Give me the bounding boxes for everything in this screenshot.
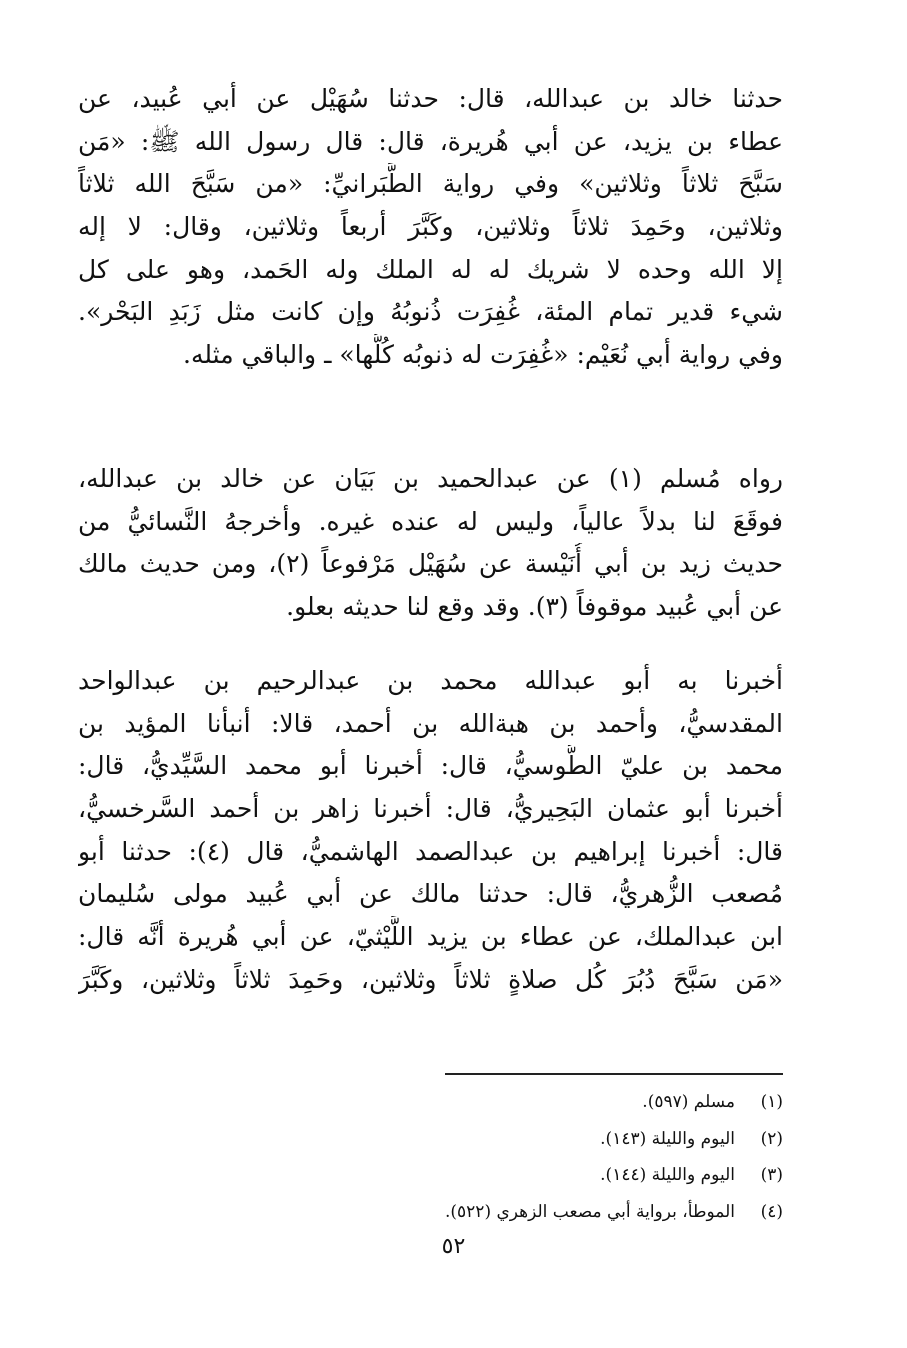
text-line: عطاء بن يزيد، عن أبي هُريرة، قال: قال رسول الله ﷺ: «مَن xyxy=(78,126,783,156)
text-line: فوقَعَ لنا بدلاً عالياً، وليس له عنده غيره. وأخرجهُ النَّسائيُّ من xyxy=(78,506,783,536)
footnote-text: مسلم (٥٩٧). xyxy=(642,1092,735,1112)
text-line: عن أبي عُبيد موقوفاً (٣). وقد وقع لنا حديثه بعلو. xyxy=(286,592,783,622)
footnote-number: (٢) xyxy=(760,1128,783,1149)
footnote-divider xyxy=(445,1073,783,1075)
text-line: حدثنا خالد بن عبدالله، قال: حدثنا سُهَيْل عن أبي عُبيد، عن xyxy=(78,84,783,113)
text-line: «مَن سَبَّحَ دُبُرَ كُل صلاةٍ ثلاثاً وثلاثين، وحَمِدَ ثلاثاً وثلاثين، وكَبَّرَ xyxy=(78,964,783,994)
footnotes xyxy=(300,1084,783,1230)
footnote-item xyxy=(300,1157,783,1194)
text-line: محمد بن عليّ الطُّوسيُّ، قال: أخبرنا أبو محمد السَّيِّديُّ، قال: xyxy=(78,751,783,781)
footnote-number: (٤) xyxy=(760,1201,783,1222)
footnote-number: (١) xyxy=(760,1092,783,1112)
text-line: المقدسيُّ، وأحمد بن هبةالله بن أحمد، قالا: أنبأنا المؤيد بن xyxy=(78,708,783,738)
text-line: مُصعب الزُّهريُّ، قال: حدثنا مالك عن أبي عُبيد مولى سُليمان xyxy=(78,879,783,909)
paragraph-isnad xyxy=(78,660,783,1002)
footnote-text: اليوم والليلة (١٤٤). xyxy=(600,1165,735,1185)
text-line: حديث زيد بن أبي أُنَيْسة عن سُهَيْل مَرْفوعاً (٢)، ومن حديث مالك xyxy=(78,549,783,579)
text-line: أخبرنا أبو عثمان البَحِيريُّ، قال: أخبرنا زاهر بن أحمد السَّرخسيُّ، xyxy=(78,794,783,824)
text-line: وفي رواية أبي نُعَيْم: «غُفِرَت له ذنوبُه كُلُّها» ـ والباقي مثله. xyxy=(183,340,783,370)
text-line: أخبرنا به أبو عبدالله محمد بن عبدالرحيم بن عبدالواحد xyxy=(78,666,783,695)
text-line: سَبَّحَ ثلاثاً وثلاثين» وفي رواية الطَّبَرانيِّ: «من سَبَّحَ الله ثلاثاً xyxy=(78,169,783,199)
footnote-text: اليوم والليلة (١٤٣). xyxy=(600,1128,735,1149)
footnote-item xyxy=(300,1194,783,1231)
paragraph-hadith-text xyxy=(78,78,783,377)
text-line: شيء قدير تمام المئة، غُفِرَت ذُنوبُهُ وإن كانت مثل زَبَدِ البَحْر». xyxy=(78,297,783,327)
page-number: ٥٢ xyxy=(441,1234,466,1259)
text-line: رواه مُسلم (١) عن عبدالحميد بن بَيَان عن خالد بن عبدالله، xyxy=(78,464,783,493)
paragraph-takhrij xyxy=(78,458,783,629)
footnote-text: الموطأ، برواية أبي مصعب الزهري (٥٢٢). xyxy=(444,1201,735,1222)
text-line: وثلاثين، وحَمِدَ ثلاثاً وثلاثين، وكَبَّرَ أربعاً وثلاثين، وقال: لا إله xyxy=(78,212,783,242)
text-line: قال: أخبرنا إبراهيم بن عبدالصمد الهاشميُّ، قال (٤): حدثنا أبو xyxy=(78,836,783,866)
footnote-item xyxy=(300,1121,783,1158)
footnote-number: (٣) xyxy=(760,1165,783,1185)
footnote-item xyxy=(300,1084,783,1121)
text-line: ابن عبدالملك، عن عطاء بن يزيد اللَّيْثيّ، عن أبي هُريرة أنَّه قال: xyxy=(78,922,783,952)
text-line: إلا الله وحده لا شريك له له الملك وله الحَمد، وهو على كل xyxy=(78,254,783,284)
